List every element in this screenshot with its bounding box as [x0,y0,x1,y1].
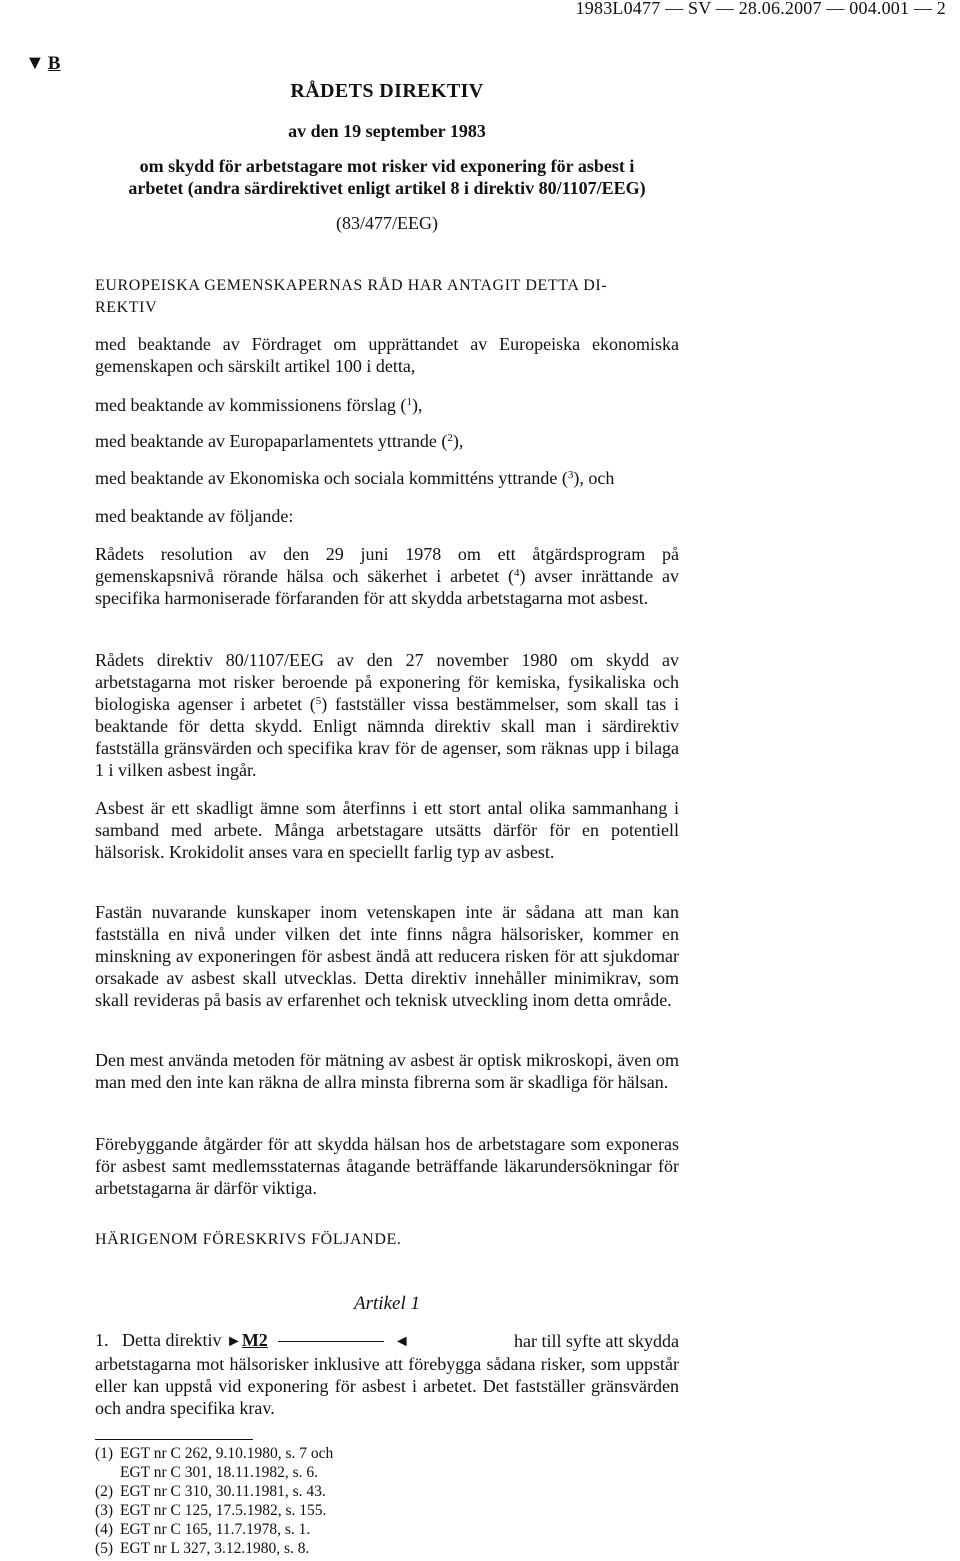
footnote-ref[interactable]: 5 [315,695,322,707]
footnote-2: (2) EGT nr C 310, 30.11.1981, s. 43. [95,1483,326,1500]
footnote-ref[interactable]: 4 [513,567,520,579]
triangle-down-icon: ▼ [25,52,45,74]
citation-treaty: med beaktande av Fördraget om upprättandet av Europeiska ekonomiska gemenskapen och särskilt artikel 100 i detta, [95,334,679,376]
article-title: Artikel 1 [354,1293,420,1314]
footnote-1: (1) EGT nr C 262, 9.10.1980, s. 7 och [95,1445,334,1462]
citation-whereas: med beaktande av följande: [95,506,294,526]
document-number: (83/477/EEG) [336,213,438,233]
footnote-ref[interactable]: 1 [406,396,412,408]
consolidation-marker[interactable] [25,52,60,75]
footnote-5: (5) EGT nr L 327, 3.12.1980, s. 8. [95,1540,310,1557]
document-subject-line-2: arbetet (andra särdirektivet enligt artikel 8 i direktiv 80/1107/EEG) [128,178,646,198]
document-title: RÅDETS DIREKTIV [290,80,484,102]
citation-parliament: med beaktande av Europaparlamentets yttrande ($^2$), [95,431,464,451]
amendment-link-m2[interactable]: M2 [241,1330,268,1350]
adoption-formula: HÄRIGENOM FÖRESKRIVS FÖLJANDE. [95,1231,402,1248]
amendment-start-icon: ► [225,1333,242,1350]
document-subject-line-1: om skydd för arbetstagare mot risker vid exponering för asbest i [139,156,635,176]
amendment-end-icon: ◄ [393,1333,410,1350]
footnote-4: (4) EGT nr C 165, 11.7.1978, s. 1. [95,1521,311,1538]
document-date: av den 19 september 1983 [288,121,486,141]
footnote-ref[interactable]: 2 [447,432,453,444]
recital-2: Rådets direktiv 80/1107/EEG av den 27 november 1980 om skydd av arbetstagarna mot risker beroende på exponering för kemiska, fysikaliska och biologiska agenser i arbetet ($^5$) fastställer vissa bestämmelser, som skall tas i beaktande för detta skydd. Enligt nämnda direktiv skall man i särdirektiv fastställa gränsvärden och specifika krav för de agenser, som räknas upp i bilaga 1 i vilken asbest ingår. [95,650,679,780]
footnote-3: (3) EGT nr C 125, 17.5.1982, s. 155. [95,1502,327,1519]
document-reference: 1983L0477 — SV — 28.06.2007 — 004.001 — 2 [575,0,946,18]
recital-4: Fastän nuvarande kunskaper inom vetenskapen inte är sådana att man kan fastställa en nivå under vilken det inte finns några hälsorisker, kommer en minskning av exponeringen för asbest ändå att reducera risken för att sjukdomar orsakade av asbest skall utvecklas. Detta direktiv innehåller minimikrav, som skall revideras på basis av erfarenhet och teknisk utveckling inom detta område. [95,902,679,1010]
recital-5: Den mest använda metoden för mätning av asbest är optisk mikroskopi, även om man med den inte kan räkna de allra minsta fibrerna som är skadliga för hälsan. [95,1050,679,1092]
footnote-1-cont: EGT nr C 301, 18.11.1982, s. 6. [120,1464,319,1481]
citation-commission: med beaktande av kommissionens förslag ($^1$), [95,395,423,415]
recital-6: Förebyggande åtgärder för att skydda hälsan hos de arbetstagare som exponeras för asbest samt medlemsstaternas åtagande beträffande läkarundersökningar för arbetstagarna är därför viktiga. [95,1134,679,1198]
deleted-text-rule [278,1341,384,1342]
article-1-paragraph-1: 1. Detta direktiv ►M2 ◄ har till syfte att skydda arbetstagarna mot hälsorisker inklusive att förebygga sådana risker, som uppstår eller kan uppstå vid exponering för asbest i arbetet. Det fastställer gränsvärden och andra specifika krav. [95,1330,679,1418]
recital-1: Rådets resolution av den 29 juni 1978 om ett åtgärdsprogram på gemenskapsnivå rörande hälsa och säkerhet i arbetet ($^4$) avser inrättande av specifika harmoniserade förfaranden för att skydda arbetstagarna mot asbest. [95,544,679,608]
citation-committee: med beaktande av Ekonomiska och sociala kommitténs yttrande ($^3$), och [95,468,615,488]
recital-3: Asbest är ett skadligt ämne som återfinns i ett stort antal olika sammanhang i samband med arbete. Många arbetstagare utsätts därför för en potentiell hälsorisk. Krokidolit anses vara en speciellt farlig typ av asbest. [95,798,679,862]
enacting-formula: EUROPEISKA GEMENSKAPERNAS RÅD HAR ANTAGIT DETTA DI- REKTIV [95,277,608,316]
footnote-separator [95,1439,253,1440]
footnote-ref[interactable]: 3 [567,469,574,481]
marker-label[interactable]: B [47,53,61,74]
